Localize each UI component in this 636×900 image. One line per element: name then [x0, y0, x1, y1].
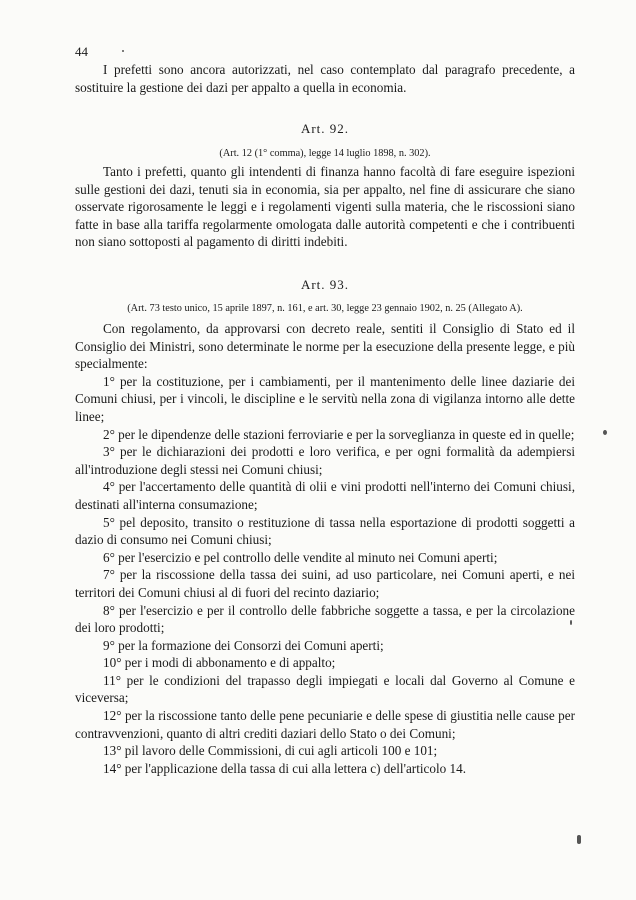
list-item: 14° per l'applicazione della tassa di cui alla lettera c) dell'articolo 14. [103, 760, 467, 776]
list-item: 2° per le dipendenze delle stazioni ferroviarie e per la sorveglianza in queste ed in quelle; [103, 426, 575, 442]
list-item: 7° per la riscossione della tassa dei suini, ad uso particolare, nei Comuni aperti, e nei territori dei Comuni chiusi al di fuori del recinto daziario; [75, 567, 575, 600]
art93-intro: Con regolamento, da approvarsi con decreto reale, sentiti il Consiglio di Stato ed il Consiglio dei Ministri, sono determinate le norme per la esecuzione della presente legge, e più specialmente: [75, 321, 575, 372]
ink-speck [570, 620, 572, 625]
art92-title: Art. 92. [300, 121, 350, 136]
list-item: 6° per l'esercizio e pel controllo delle vendite al minuto nei Comuni aperti; [103, 549, 498, 565]
list-item: 5° pel deposito, transito o restituzione di tassa nella esportazione di prodotti soggetti a dazio di consumo nei Comuni chiusi; [75, 514, 575, 548]
art93-reference: (Art. 73 testo unico, 15 aprile 1897, n. 161, e art. 30, legge 23 gennaio 1902, n. 25 (Allegato A). [127, 303, 523, 314]
list-item: 12° per la riscossione tanto delle pene pecuniarie e delle spese di giustitia nelle cause per contravvenzioni, quanto di altri crediti daziari dello Stato o dei Comuni; [75, 708, 575, 741]
art93-section [75, 320, 575, 777]
list-item: 13° pil lavoro delle Commissioni, di cui agli articoli 100 e 101; [103, 743, 438, 759]
list-item: 3° per le dichiarazioni dei prodotti e loro verifica, e per ogni formalità da adempiersi all'introduzione degli stessi nei Comuni chiusi; [75, 444, 575, 477]
intro-paragraph: I prefetti sono ancora autorizzati, nel caso contemplato dal paragrafo precedente, a sostituire la gestione dei dazi per appalto a quella in economia. [75, 62, 575, 95]
ink-speck [603, 430, 607, 435]
list-item: 10° per i modi di abbonamento e di appalto; [103, 655, 336, 671]
list-item: 4° per l'accertamento delle quantità di olii e vini prodotti nell'interno dei Comuni chiusi, destinati all'interna consumazione; [75, 479, 575, 512]
art92-section [75, 163, 575, 251]
ink-speck [577, 835, 581, 844]
page-number: 44 [75, 44, 88, 59]
art92-text: Tanto i prefetti, quanto gli intendenti di finanza hanno facoltà di fare eseguire ispezioni sulle gestioni dei dazi, tenuti sia in economia, sia per appalto, nel fine di assicurare che siano osservate rigorosamente le leggi e i regolamenti vigenti sulla materia, che le riscossioni siano fatte in base alla tariffa regolarmente omologata dalle autorità competenti e che i contribuenti non siano sottoposti al pagamento di diritti indebiti. [75, 164, 575, 250]
list-item: 8° per l'esercizio e per il controllo delle fabbriche soggette a tassa, e per la circolazione dei loro prodotti; [75, 602, 575, 636]
list-item: 1° per la costituzione, per i cambiamenti, per il mantenimento delle linee daziarie dei Comuni chiusi, per i vincoli, le discipline e le servitù nella zona di vigilanza intorno alle dette linee; [75, 373, 575, 424]
list-item: 11° per le condizioni del trapasso degli impiegati e locali dal Governo al Comune e viceversa; [75, 672, 575, 706]
art92-reference: (Art. 12 (1° comma), legge 14 luglio 1898, n. 302). [219, 148, 431, 159]
art93-title: Art. 93. [300, 277, 350, 292]
list-item: 9° per la formazione dei Consorzi dei Comuni aperti; [103, 637, 384, 653]
ink-speck [122, 50, 124, 52]
intro-section [75, 61, 575, 96]
